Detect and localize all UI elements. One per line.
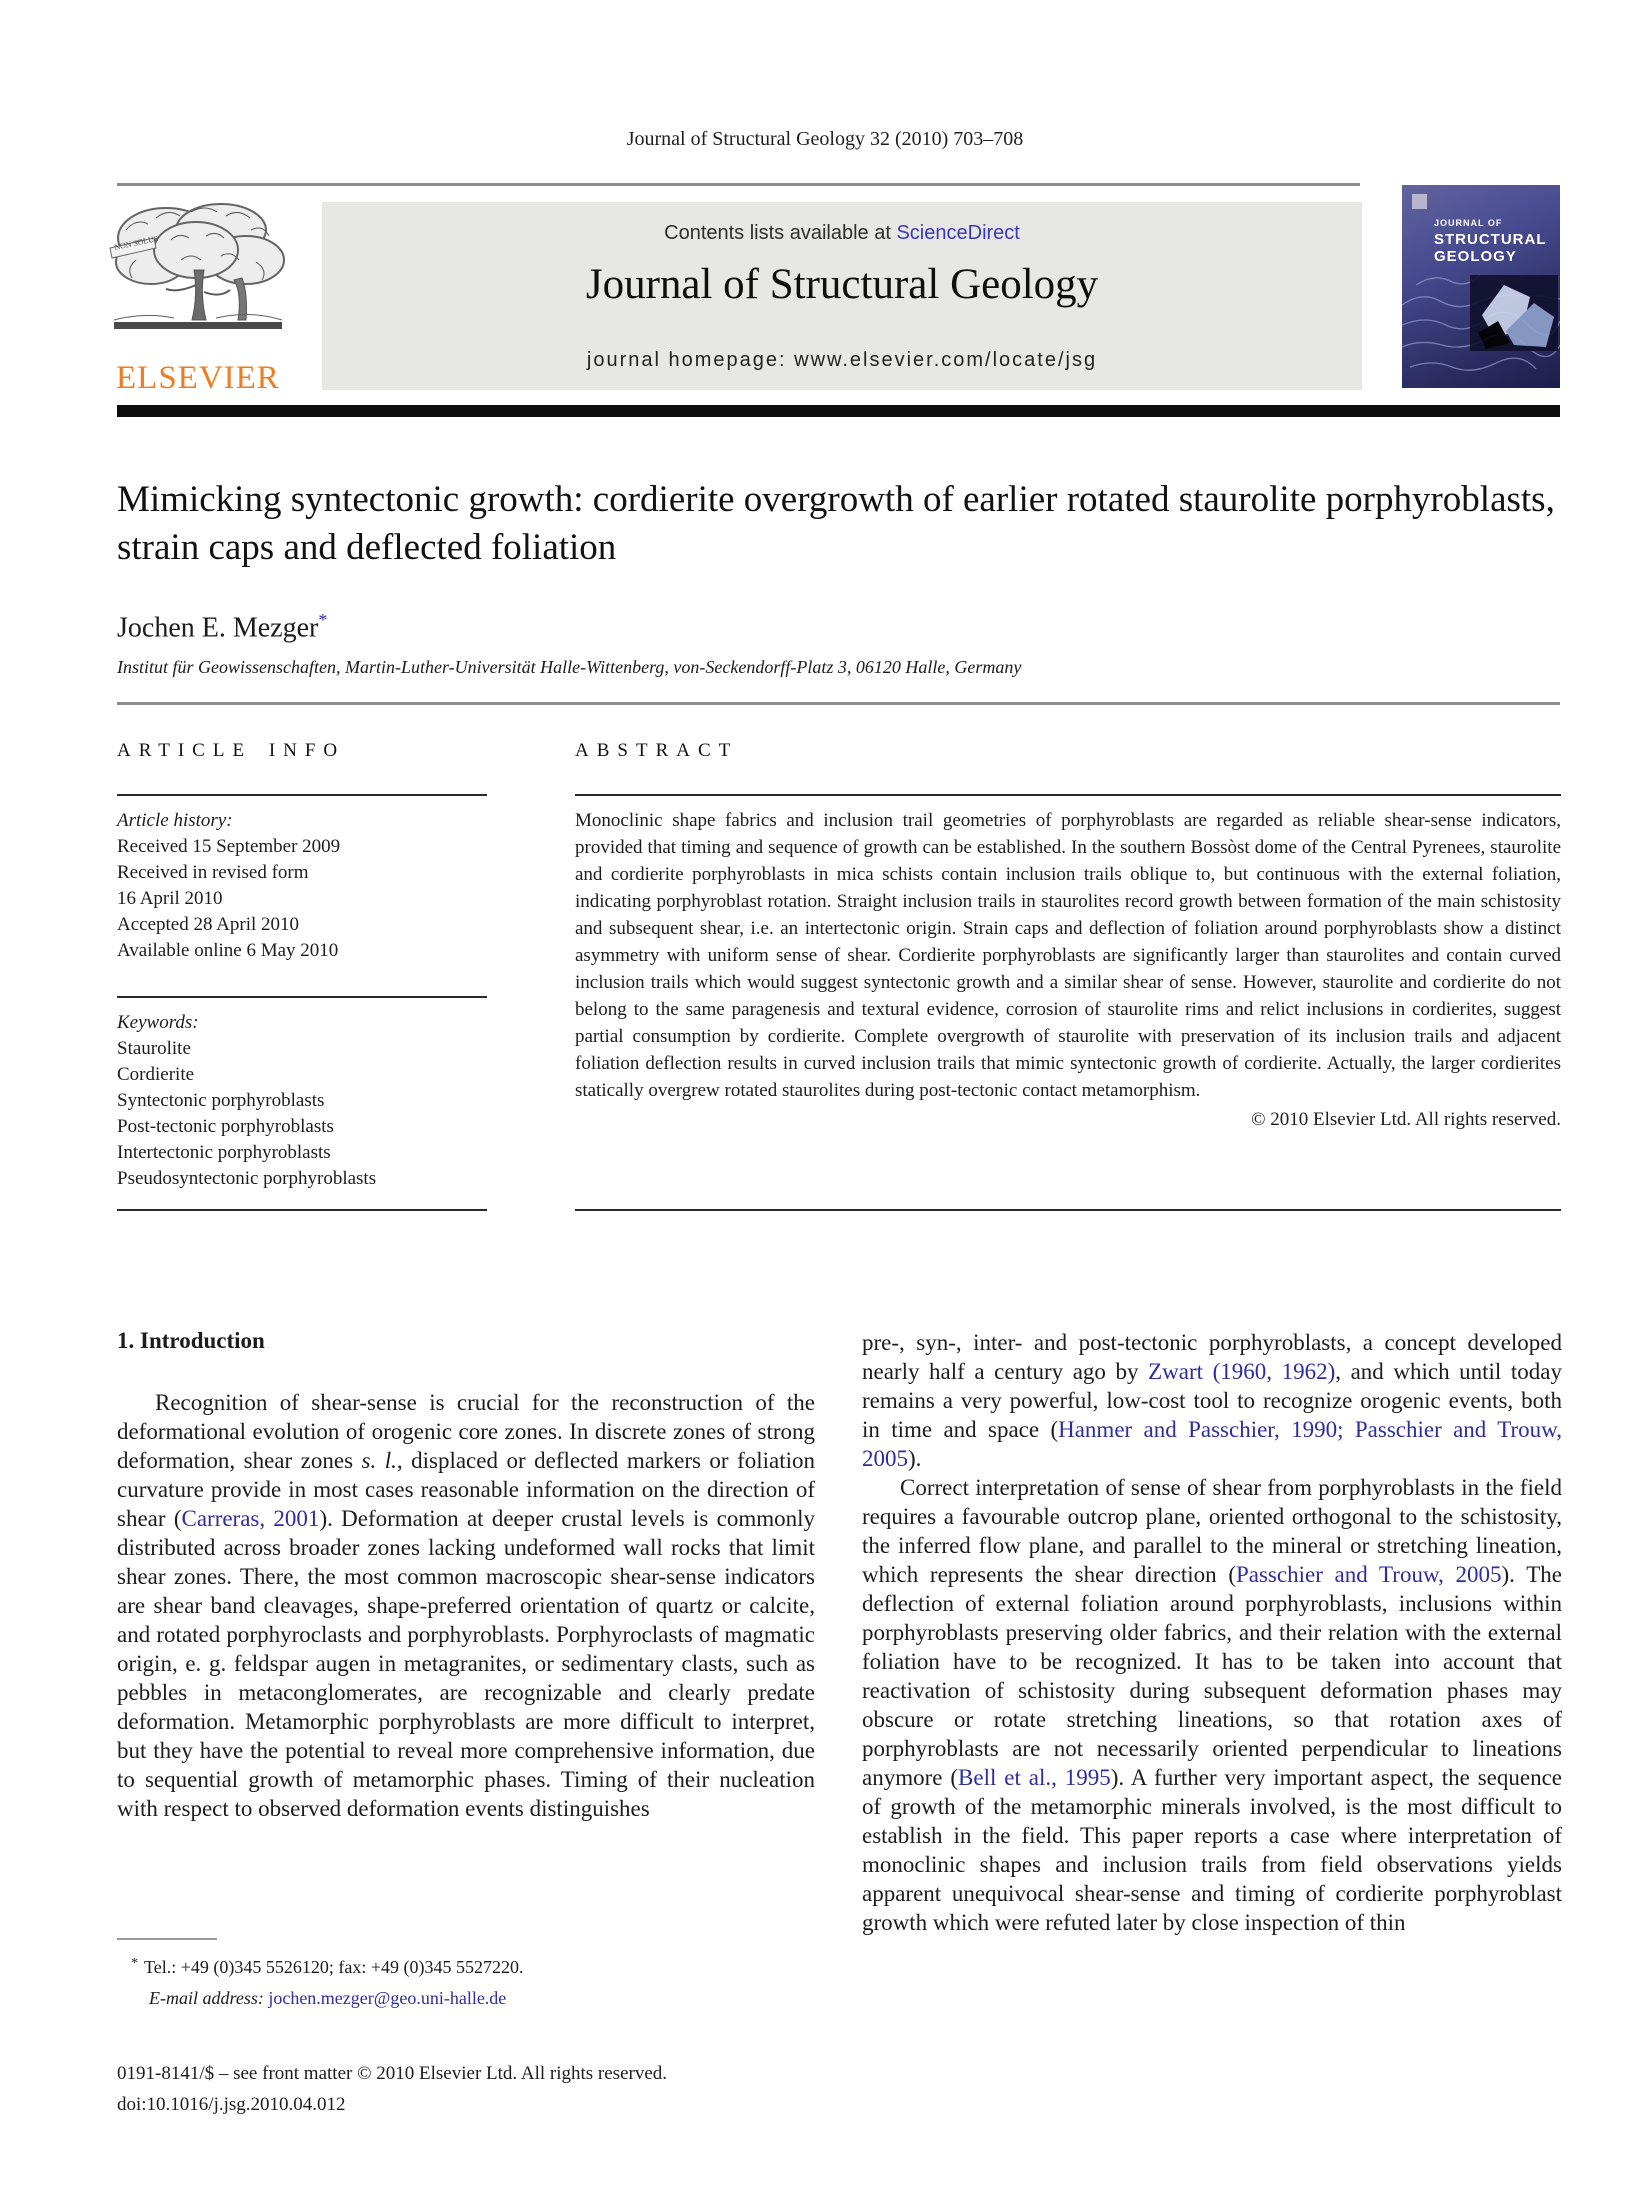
cover-title-line1: JOURNAL OF	[1434, 218, 1503, 228]
abstract-bottom-rule-right	[575, 1209, 1561, 1211]
abstract-column	[575, 740, 1561, 1131]
footnote-tel-line	[117, 1948, 815, 1983]
doi-line: doi:10.1016/j.jsg.2010.04.012	[117, 2094, 346, 2115]
journal-header-box	[322, 202, 1362, 390]
keywords-label: Keywords:	[117, 1012, 199, 1033]
intro-paragraph	[117, 1388, 815, 1823]
article-info-heading: ARTICLE INFO	[117, 740, 346, 761]
section-rule	[117, 702, 1560, 705]
body-column-left	[117, 1328, 815, 1823]
author-line	[117, 610, 327, 644]
text-segment: , displaced or deflected markers or foliation curvature provide in most cases reasonable information on the direction of shear (	[117, 1448, 816, 1531]
body-column-right	[862, 1328, 1562, 1937]
elsevier-wordmark: ELSEVIER	[116, 360, 280, 396]
history-line: Available online 6 May 2010	[117, 940, 339, 961]
top-rule	[117, 183, 1360, 186]
sciencedirect-link[interactable]: ScienceDirect	[896, 222, 1020, 244]
keyword: Staurolite	[117, 1038, 191, 1059]
cover-title-line2: STRUCTURAL	[1434, 231, 1547, 248]
text-segment: s. l.	[361, 1448, 397, 1473]
body-paragraph	[862, 1473, 1562, 1937]
introduction-heading: 1. Introduction	[117, 1328, 265, 1353]
history-line: Received in revised form	[117, 862, 309, 883]
citation-link[interactable]: Carreras, 2001	[181, 1506, 320, 1531]
citation-link[interactable]: Passchier and Trouw, 2005	[1235, 1562, 1502, 1587]
keyword: Post-tectonic porphyroblasts	[117, 1116, 334, 1137]
elsevier-logo[interactable]	[88, 200, 310, 396]
journal-reference-line: Journal of Structural Geology 32 (2010) 703–708	[626, 128, 1024, 150]
keyword: Intertectonic porphyroblasts	[117, 1142, 331, 1163]
keyword: Pseudosyntectonic porphyroblasts	[117, 1168, 377, 1189]
text-segment: ). The deflection of external foliation around porphyroblasts, inclusions within porphyroblasts preserving older fabrics, and their relation with the external foliation have to be recognized. It has to be taken into account that reactivation of schistosity during subsequent deformation phases may obscure or rotate stretching lineations, so that rotation axes of porphyroblasts are not necessarily oriented perpendicular to lineations anymore (	[862, 1562, 1562, 1790]
cover-title	[1434, 219, 1547, 266]
article-info-column	[117, 740, 487, 1192]
citation-link[interactable]: Bell et al., 1995	[958, 1765, 1111, 1790]
abstract-rule	[575, 794, 1561, 796]
contents-line	[322, 222, 1362, 245]
header-divider-bar	[117, 405, 1560, 417]
body-paragraph	[862, 1328, 1562, 1473]
email-link[interactable]: jochen.mezger@geo.uni-halle.de	[268, 1988, 507, 2008]
author-footnote-asterisk[interactable]: *	[318, 610, 328, 630]
journal-cover-thumbnail[interactable]	[1402, 185, 1560, 388]
journal-name: Journal of Structural Geology	[585, 261, 1099, 308]
history-label: Article history:	[117, 810, 233, 831]
keyword: Cordierite	[117, 1064, 195, 1085]
text-segment: ). A further very important aspect, the sequence of growth of the metamorphic minerals involved, is the most difficult to establish in the field. This paper reports a case where interpretation of monoclinic shapes and inclusion trails from field observations yields apparent unequivocal shear-sense and timing of cordierite porphyroblast growth which were refuted later by close inspection of thin	[862, 1765, 1563, 1935]
text-segment: ). Deformation at deeper crustal levels is commonly distributed across broader zones lacking undeformed wall rocks that limit shear zones. There, the most common macroscopic shear-sense indicators are shear band cleavages, shape-preferred orientation of quartz or calcite, and rotated porphyroclasts and porphyroblasts. Porphyroclasts of magmatic origin, e. g. feldspar augen in metagranites, or sedimentary clasts, such as pebbles in metaconglomerates, are recognizable and clearly predate deformation. Metamorphic porphyroblasts are more difficult to interpret, but they have the potential to reveal more comprehensive information, due to sequential growth of metamorphic phases. Timing of their nucleation with respect to observed deformation events distinguishes	[117, 1506, 815, 1821]
text-segment: Recognition of shear-sense is crucial for the reconstruction of the deformational evolution of orogenic core zones. In discrete zones of strong deformation, shear zones	[117, 1390, 815, 1473]
citation-link[interactable]: Hanmer and Passchier, 1990; Passchier and Trouw, 2005	[862, 1417, 1562, 1471]
abstract-heading: ABSTRACT	[575, 740, 739, 761]
history-line: 16 April 2010	[117, 888, 223, 909]
abstract-text: Monoclinic shape fabrics and inclusion trail geometries of porphyroblasts are regarded as reliable shear-sense indicators, provided that timing and sequence of growth can be established. In the southern Bossòst dome of the Central Pyrenees, staurolite and cordierite porphyroblasts in mica schists contain inclusion trails oblique to, but continuous with the external foliation, indicating porphyroblast rotation. Straight inclusion trails in staurolites record growth between formation of the main schistosity and subsequent shear, i.e. an intertectonic origin. Strain caps and deflection of foliation around porphyroblasts show a distinct asymmetry with uniform sense of shear. Cordierite porphyroblasts are significantly larger than staurolites and contain curved inclusion trails which would suggest syntectonic growth and a similar shear of sense. However, staurolite and cordierite do not belong to the same paragenesis and textural evidence, corrosion of staurolite rims and relict inclusions in cordierites, suggest partial consumption by cordierite. Complete overgrowth of staurolite with preservation of its inclusion trails and adjacent foliation deflection results in curved inclusion trails that mimic syntectonic growth of cordierite. Actually, the larger cordierites statically overgrew rotated staurolites during post-tectonic contact metamorphism.	[575, 810, 1561, 1101]
history-line: Received 15 September 2009	[117, 836, 341, 857]
journal-homepage-link[interactable]: journal homepage: www.elsevier.com/locate/jsg	[586, 349, 1098, 371]
cover-rock-texture	[1402, 185, 1560, 388]
elsevier-motto: NON SOLUS	[113, 233, 160, 252]
keyword: Syntectonic porphyroblasts	[117, 1090, 325, 1111]
abstract-copyright: © 2010 Elsevier Ltd. All rights reserved.	[1251, 1109, 1561, 1130]
keywords-rule	[117, 996, 487, 998]
citation-link[interactable]: Zwart (1960, 1962)	[1148, 1359, 1336, 1384]
article-info-rule	[117, 794, 487, 796]
history-line: Accepted 28 April 2010	[117, 914, 300, 935]
elsevier-tree-icon	[96, 200, 301, 360]
text-segment: , and which until today remains a very powerful, low-cost tool to recognize orogenic events, both in time and space (	[862, 1359, 1563, 1442]
abstract-bottom-rule-left	[117, 1209, 487, 1211]
article-title: Mimicking syntectonic growth: cordierite overgrowth of earlier rotated staurolite porphyroblasts, strain caps and deflected foliation	[117, 479, 1555, 568]
cover-title-line3: GEOLOGY	[1434, 248, 1517, 265]
text-segment: ).	[908, 1446, 922, 1471]
footnote-rule	[117, 1938, 217, 1940]
author-footnote	[117, 1938, 815, 2014]
author-name: Jochen E. Mezger	[117, 612, 319, 644]
text-segment: pre-, syn-, inter- and post-tectonic porphyroblasts, a concept developed nearly half a century ago by	[862, 1330, 1562, 1384]
contents-prefix: Contents lists available at	[664, 222, 897, 244]
text-segment: Correct interpretation of sense of shear from porphyroblasts in the field requires a favourable outcrop plane, oriented orthogonal to the schistosity, the inferred flow plane, and parallel to the mineral or stretching lineation, which represents the shear direction (	[862, 1475, 1562, 1587]
author-affiliation: Institut für Geowissenschaften, Martin-Luther-Universität Halle-Wittenberg, von-Seckendorff-Platz 3, 06120 Halle, Germany	[117, 657, 1022, 677]
footnote-tel-text: Tel.: +49 (0)345 5526120; fax: +49 (0)345 5527220.	[144, 1957, 524, 1977]
issn-copyright-line: 0191-8141/$ – see front matter © 2010 Elsevier Ltd. All rights reserved.	[117, 2063, 668, 2084]
footnote-email-line	[117, 1983, 815, 2014]
footnote-asterisk: *	[131, 1956, 138, 1971]
email-label: E-mail address:	[149, 1988, 269, 2008]
imprint-block	[117, 2058, 667, 2120]
